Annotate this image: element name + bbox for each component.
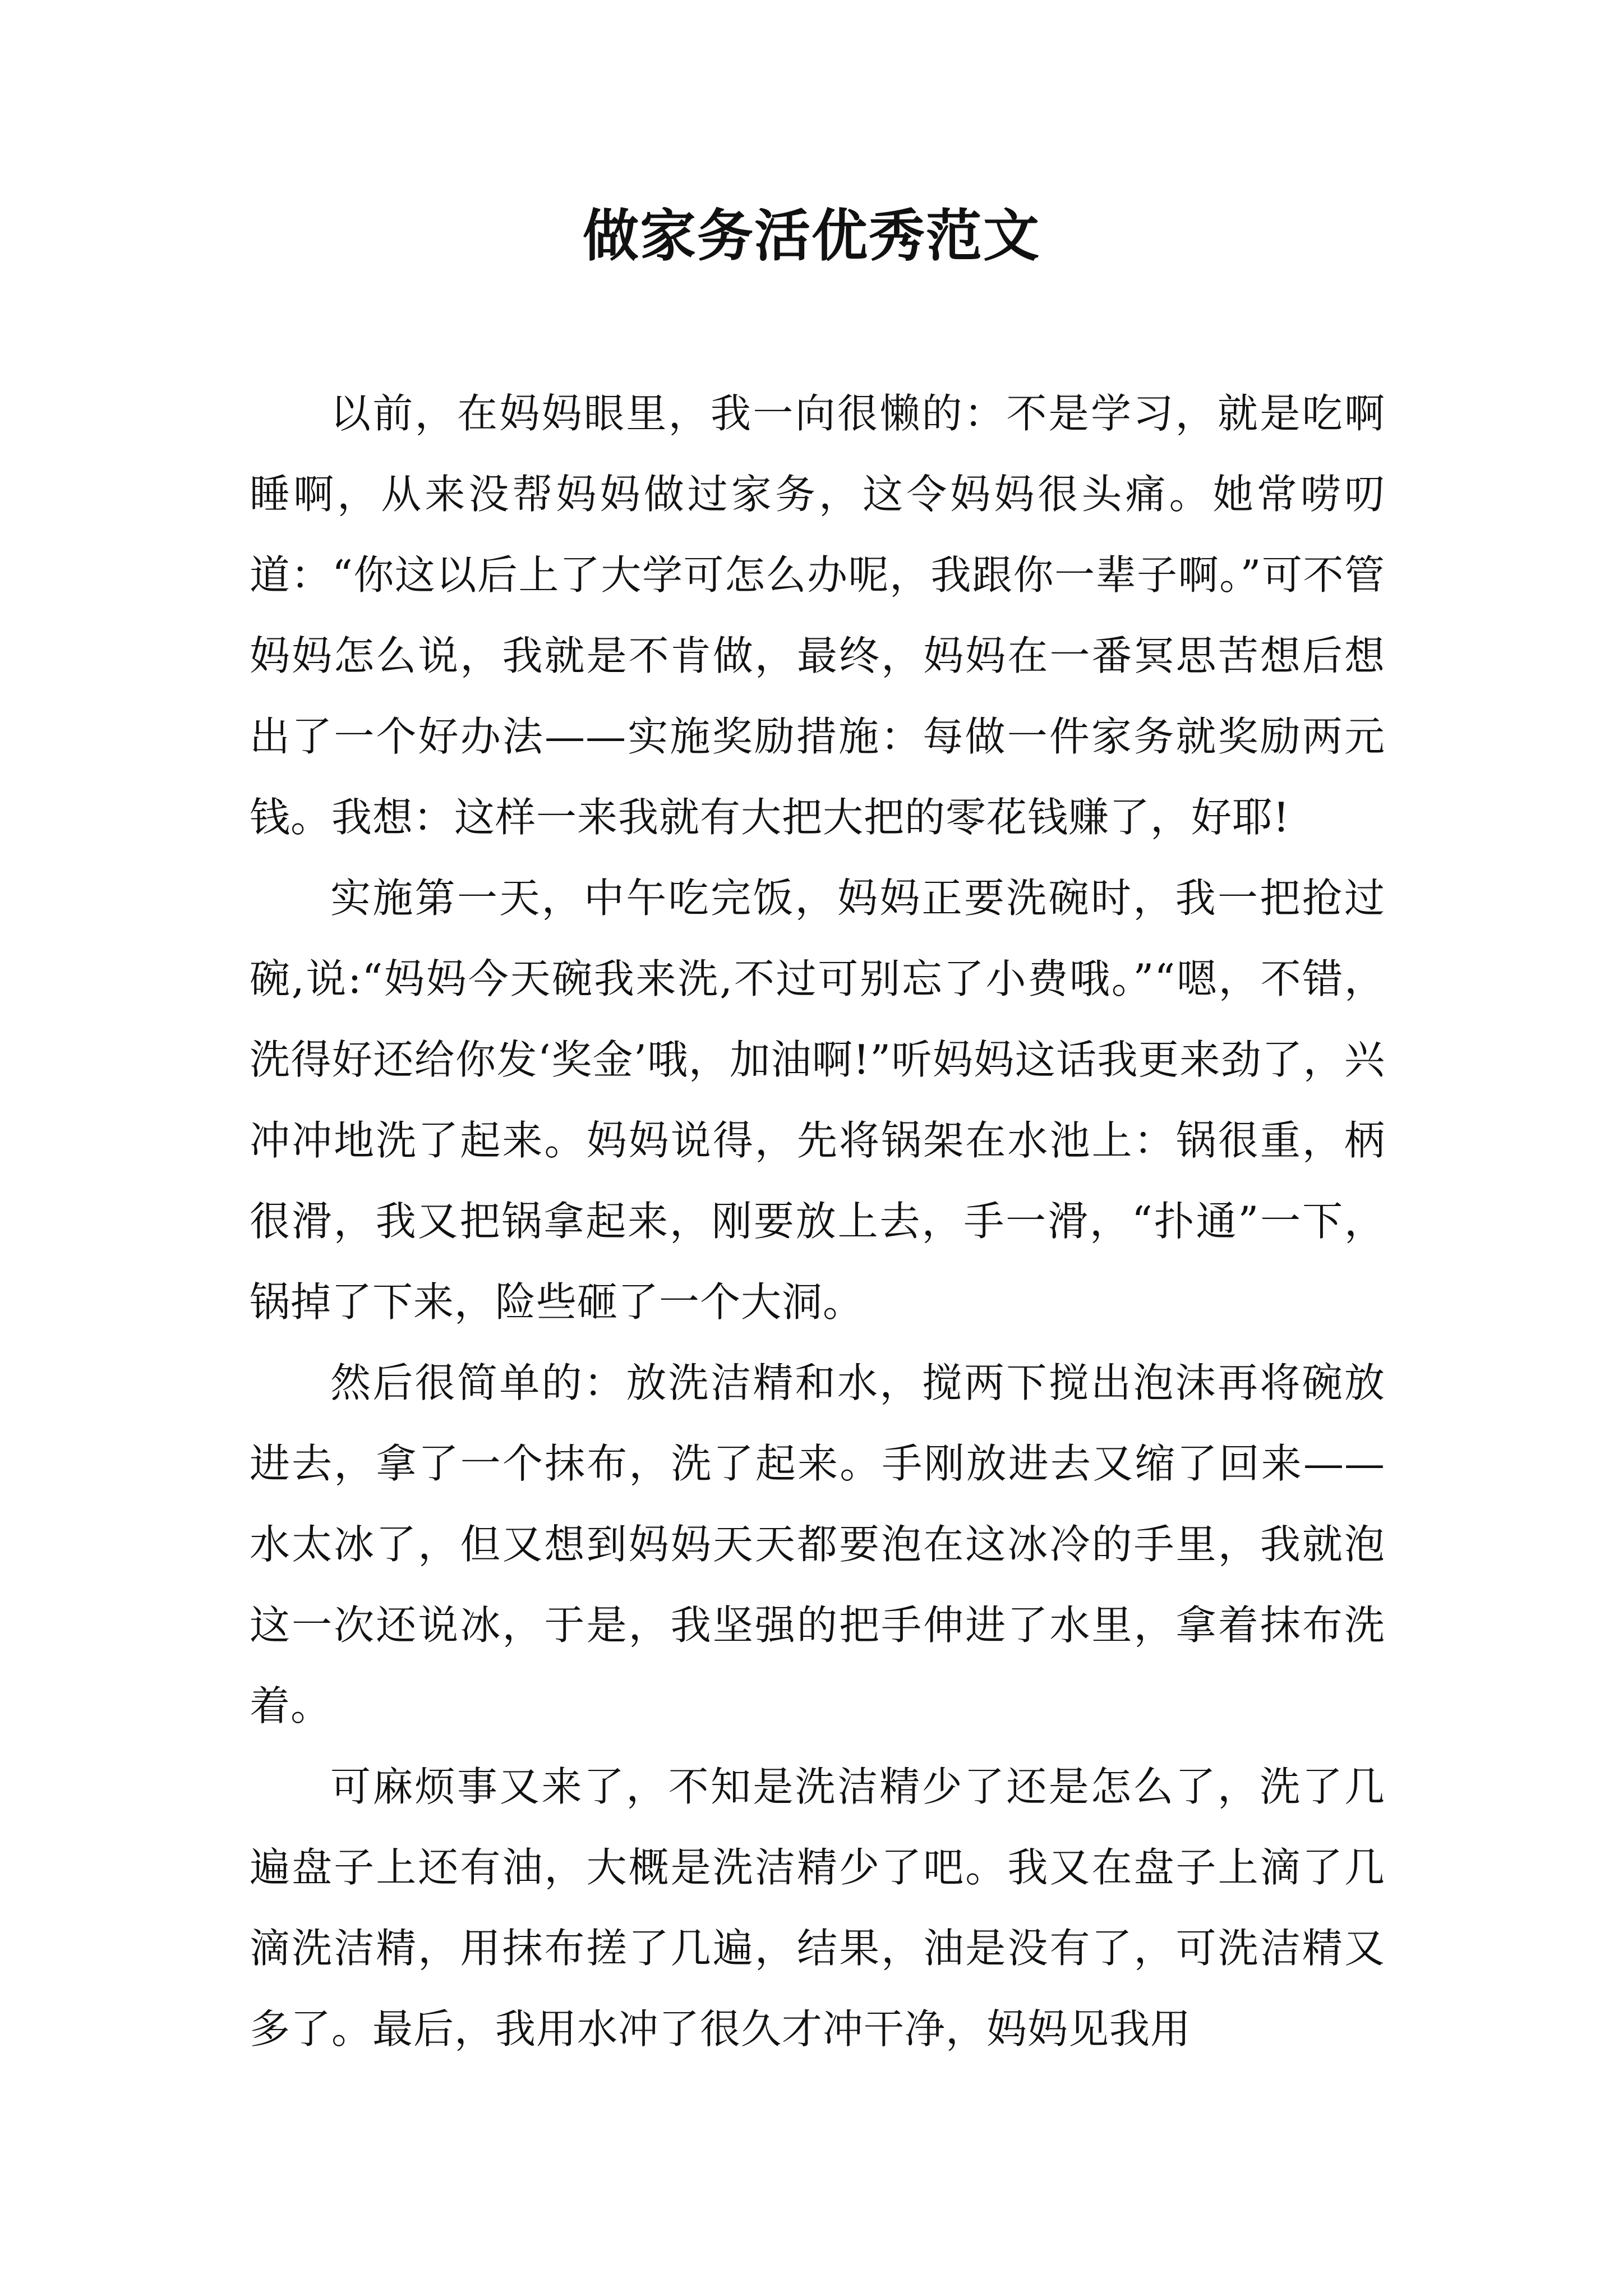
document-title: 做家务活优秀范文	[583, 203, 1040, 269]
document-body	[250, 373, 1385, 2069]
paragraph-2: 实施第一天，中午吃完饭，妈妈正要洗碗时，我一把抢过碗,说:“妈妈今天碗我来洗,不过可别忘了小费哦。”“嗯，不错，洗得好还给你发‘奖金’哦，加油啊!”听妈妈这话我更来劲了，兴冲冲地洗了起来。妈妈说得，先将锅架在水池上：锅很重，柄很滑，我又把锅拿起来，刚要放上去，手一滑，“扑通”一下，锅掉了下来，险些砸了一个大洞。	[250, 875, 1385, 1326]
paragraph-3: 然后很简单的：放洗洁精和水，搅两下搅出泡沫再将碗放进去，拿了一个抹布，洗了起来。手刚放进去又缩了回来——水太冰了，但又想到妈妈天天都要泡在这冰冷的手里，我就泡这一次还说冰，于是，我坚强的把手伸进了水里，拿着抹布洗着。	[250, 1359, 1385, 1729]
paragraph-4: 可麻烦事又来了，不知是洗洁精少了还是怎么了，洗了几遍盘子上还有油，大概是洗洁精少了吧。我又在盘子上滴了几滴洗洁精，用抹布搓了几遍，结果，油是没有了，可洗洁精又多了。最后，我用水冲了很久才冲干净，妈妈见我用	[250, 1763, 1385, 2053]
paragraph-1: 以前，在妈妈眼里，我一向很懒的：不是学习，就是吃啊睡啊，从来没帮妈妈做过家务，这令妈妈很头痛。她常唠叨道：“你这以后上了大学可怎么办呢，我跟你一辈子啊。”可不管妈妈怎么说，我就是不肯做，最终，妈妈在一番冥思苦想后想出了一个好办法——实施奖励措施：每做一件家务就奖励两元钱。我想：这样一来我就有大把大把的零花钱赚了，好耶!	[250, 390, 1385, 841]
